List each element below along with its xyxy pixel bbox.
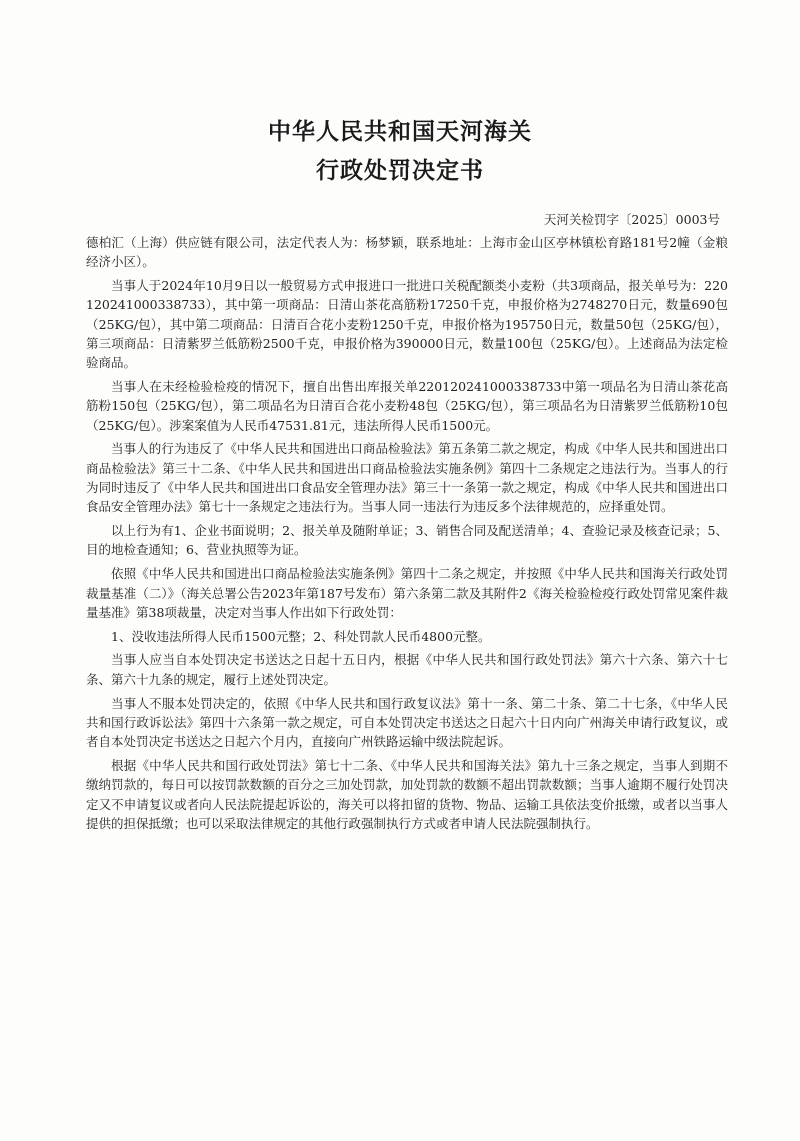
appeal-rights-paragraph: 当事人不服本处罚决定的，依照《中华人民共和国行政复议法》第十一条、第二十条、第二十七条，《中华人民共和国行政诉讼法》第四十六条第一款之规定，可自本处罚决定书送达之日起六十日内向广州海关申请行政复议，或者自本处罚决定书送达之日起六个月内，直接向广州铁路运输中级法院起诉。 [86, 695, 728, 750]
performance-deadline-paragraph: 当事人应当自本处罚决定书送达之日起十五日内，根据《中华人民共和国行政处罚法》第六十六条、第六十七条、第六十九条的规定，履行上述处罚决定。 [86, 652, 728, 687]
legal-basis-paragraph: 当事人的行为违反了《中华人民共和国进出口商品检验法》第五条第二款之规定，构成《中华人民共和国进出口商品检验法》第三十二条、《中华人民共和国进出口商品检验法实施条例》第四十二条规定之违法行为。当事人的行为同时违反了《中华人民共和国进出口食品安全管理办法》第三十一条第一款之规定，构成《中华人民共和国进出口食品安全管理办法》第七十一条规定之违法行为。当事人同一违法行为违反多个法律规范的，应择重处罚。 [86, 441, 728, 515]
document-subtitle: 行政处罚决定书 [316, 158, 484, 184]
document-body [86, 233, 728, 838]
penalty-paragraph: 1、没收违法所得人民币1500元整；2、科处罚款人民币4800元整。 [111, 628, 491, 644]
declaration-paragraph: 当事人于2024年10月9日以一般贸易方式申报进口一批进口关税配额类小麦粉（共3项商品，报关单号为：220120241000338733），其中第一项商品：日清山茶花高筋粉17250千克，申报价格为2748270日元，数量690包（25KG/包），其中第二项商品：日清百合花小麦粉1250千克，申报价格为195750日元，数量50包（25KG/包），第三项商品：日清紫罗兰低筋粉2500千克，申报价格为390000日元，数量100包（25KG/包）。上述商品为法定检验商品。 [86, 278, 728, 371]
party-info-paragraph: 德柏汇（上海）供应链有限公司，法定代表人为：杨梦颖，联系地址：上海市金山区亭林镇松育路181号2幢（金粮经济小区）。 [86, 235, 728, 270]
decision-basis-paragraph: 依照《中华人民共和国进出口商品检验法实施条例》第四十二条之规定，并按照《中华人民共和国海关行政处罚裁量基准（二）》（海关总署公告2023年第187号发布）第六条第二款及其附件2《海关检验检疫行政处罚常见案件裁量基准》第38项裁量，决定对当事人作出如下行政处罚： [86, 566, 728, 620]
enforcement-paragraph: 根据《中华人民共和国行政处罚法》第七十二条、《中华人民共和国海关法》第九十三条之规定，当事人到期不缴纳罚款的，每日可以按罚款数额的百分之三加处罚款，加处罚款的数额不超出罚款数额；当事人逾期不履行处罚决定又不申请复议或者向人民法院提起诉讼的，海关可以将扣留的货物、物品、运输工具依法变价抵缴，或者以当事人提供的担保抵缴；也可以采取法律规定的其他行政强制执行方式或者申请人民法院强制执行。 [86, 757, 728, 831]
evidence-paragraph: 以上行为有1、企业书面说明；2、报关单及随附单证；3、销售合同及配送清单；4、查验记录及核查记录；5、目的地检查通知；6、营业执照等为证。 [86, 523, 728, 558]
violation-facts-paragraph: 当事人在未经检验检疫的情况下，擅自出售出库报关单220120241000338733中第一项品名为日清山茶花高筋粉150包（25KG/包），第二项品名为日清百合花小麦粉48包（25KG/包），第三项品名为日清紫罗兰低筋粉10包（25KG/包）。涉案案值为人民币47531.81元，违法所得人民币1500元。 [86, 379, 728, 433]
document-title: 中华人民共和国天河海关 [268, 119, 532, 145]
document-number: 天河关检罚字〔2025〕0003号 [543, 212, 720, 227]
